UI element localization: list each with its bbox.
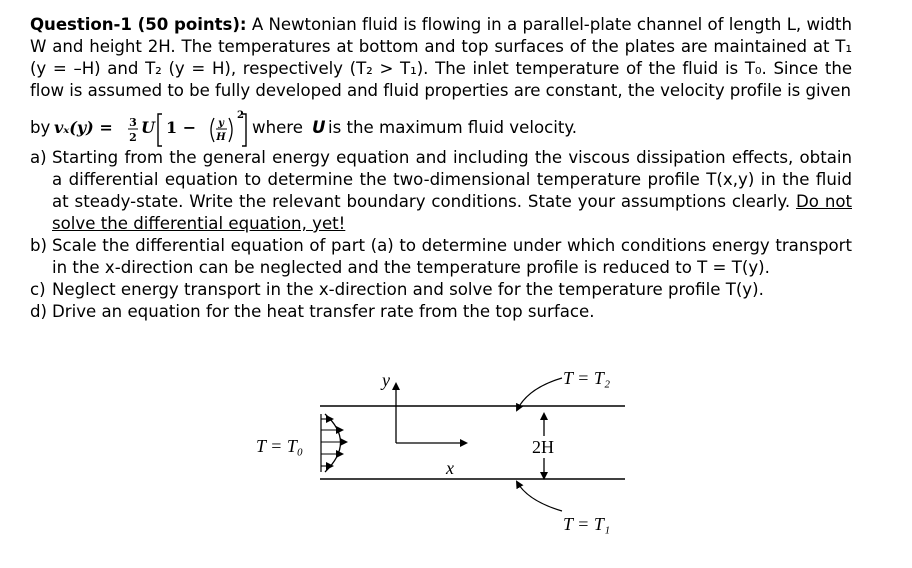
part-a-text: Starting from the general energy equation and including the viscous dissipation effects, obtain a differential equation to determine the two-dimensional temperature profile T(x,y) in the fluid at steady-state. Write the relevant boundary conditions. State your assumptions clearly.: [52, 148, 852, 211]
where-word: where: [252, 118, 303, 137]
by-word: by: [30, 118, 51, 137]
velocity-arrows: [321, 419, 346, 466]
where-rest: is the maximum fluid velocity.: [328, 118, 578, 137]
part-a-label: a): [30, 148, 47, 167]
equation-lhs: vₓ(y) =: [54, 118, 113, 137]
top-temperature-label: T = T₂: [563, 368, 611, 388]
part-a-underlined-note: Do not solve the differential equation, yet!: [52, 192, 852, 233]
question-intro-text: A Newtonian fluid is flowing in a parallel-plate channel of length L, width W and height 2H. The temperatures at bottom and top surfaces of the plates are maintained at T₁ (y = –H) and T₂ (y = H), respectively (T₂ > T₁). The inlet temperature of the fluid is T₀. Since the flow is assumed to be fully developed and fluid properties are constant, the velocity profile is given: [30, 15, 852, 100]
parabolic-velocity-profile: [325, 414, 341, 472]
inlet-temperature-label: T = T₀: [256, 436, 304, 456]
part-b-text: Scale the differential equation of part (a) to determine under which conditions energy transport in the x-direction can be neglected and the temperature profile is reduced to T = T(y).: [52, 236, 852, 277]
bottom-leader-arrow: [517, 482, 562, 511]
fraction-denominator: 2: [129, 131, 137, 144]
ratio-numerator: y: [218, 118, 224, 129]
ratio-denominator: H: [216, 132, 226, 143]
part-c-text: Neglect energy transport in the x-direction and solve for the temperature profile T(y).: [52, 280, 764, 299]
exponent: 2: [237, 110, 244, 121]
part-b-label: b): [30, 236, 48, 255]
where-U: U: [312, 118, 326, 137]
part-d-text: Drive an equation for the heat transfer rate from the top surface.: [52, 302, 595, 321]
question-title: Question-1 (50 points):: [30, 15, 247, 34]
height-label: 2H: [532, 437, 554, 457]
y-axis-label: y: [382, 370, 390, 390]
equation-one-minus: 1 −: [166, 118, 197, 137]
bottom-temperature-label: T = T₁: [563, 514, 611, 534]
part-d-label: d): [30, 302, 48, 321]
equation-U: U: [141, 118, 155, 137]
part-c-label: c): [30, 280, 46, 299]
top-leader-arrow: [517, 378, 562, 410]
fraction-numerator: 3: [129, 116, 137, 129]
x-axis-label: x: [446, 458, 454, 478]
